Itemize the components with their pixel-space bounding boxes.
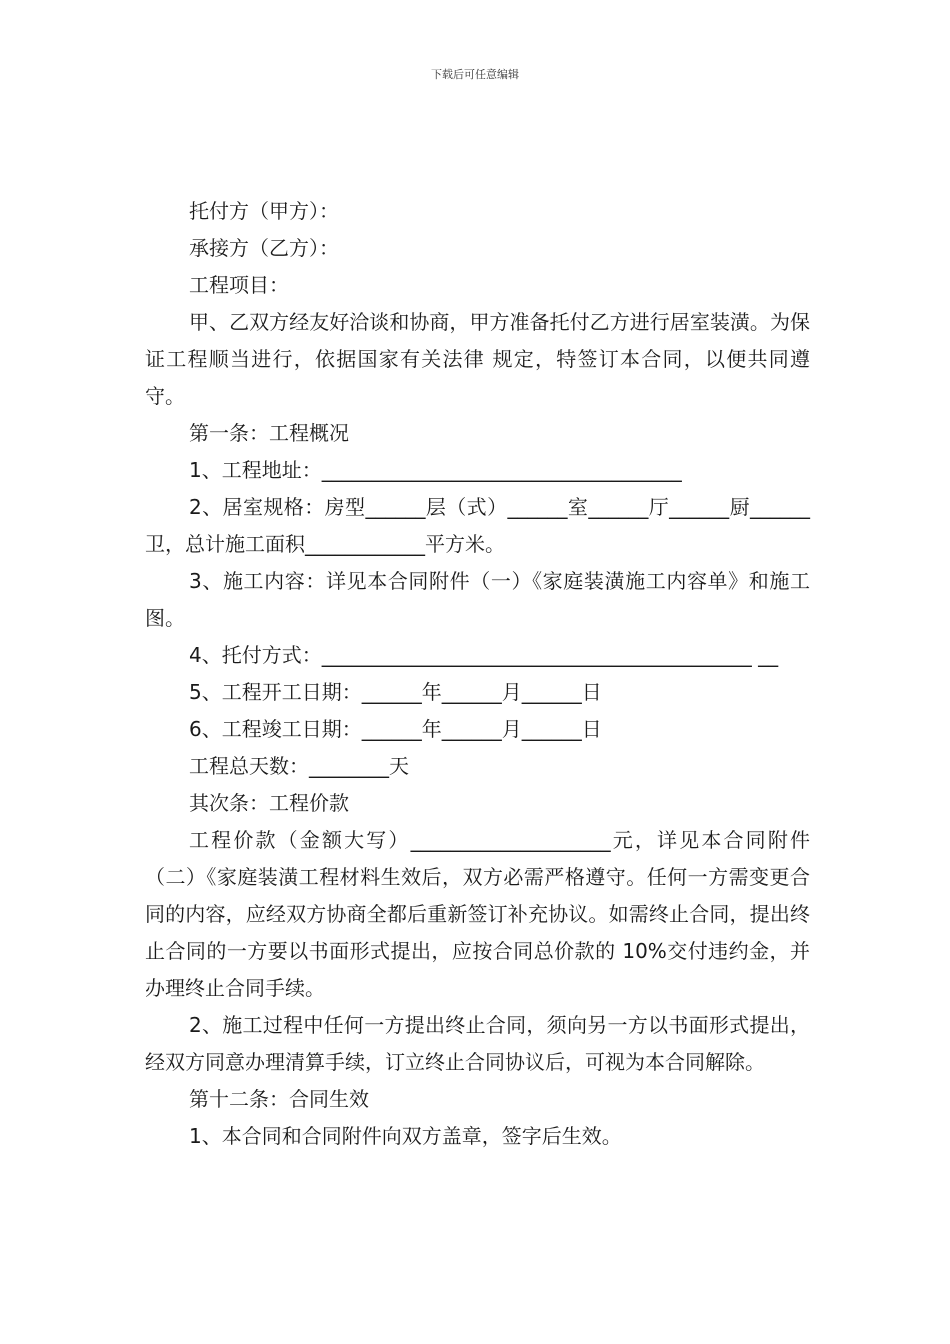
article-2-heading: 其次条：工程价款 <box>189 791 349 815</box>
project-line: 工程项目： <box>189 273 289 297</box>
item-room-spec: 2、居室规格：房型______层（式）______室______厅______厨______卫，总计施工面积____________平方米。 <box>145 495 810 556</box>
item-address: 1、工程地址：____________________________________ <box>189 458 682 482</box>
party-b-line: 承接方（乙方）： <box>189 236 339 260</box>
termination-paragraph: 2、施工过程中任何一方提出终止合同，须向另一方以书面形式提出，经双方同意办理清算手续，订立终止合同协议后，可视为本合同解除。 <box>145 1013 810 1074</box>
article-1-heading: 第一条：工程概况 <box>189 421 349 445</box>
party-a-line: 托付方（甲方）： <box>189 199 339 223</box>
document-body <box>145 193 810 1155</box>
effective-clause: 1、本合同和合同附件向双方盖章，签字后生效。 <box>189 1124 622 1148</box>
page-header: 下载后可任意编辑 <box>431 68 519 81</box>
total-days-line: 工程总天数：________天 <box>189 754 409 778</box>
article-12-heading: 第十二条：合同生效 <box>189 1087 369 1111</box>
price-paragraph: 工程价款（金额大写）____________________元，详见本合同附件（二）《家庭装潢工程材料生效后，双方必需严格遵守。任何一方需变更合同的内容，应经双方协商全都后重新签订补充协议。如需终止合同，提出终止合同的一方要以书面形式提出，应按合同总价款的 10%交付违约金，并办理终止合同手续。 <box>145 828 810 1000</box>
item-commission-method: 4、托付方式：___________________________________________ __ <box>189 643 779 667</box>
item-start-date: 5、工程开工日期：______年______月______日 <box>189 680 602 704</box>
item-end-date: 6、工程竣工日期：______年______月______日 <box>189 717 602 741</box>
item-construction-content: 3、施工内容：详见本合同附件（一）《家庭装潢施工内容单》和施工图。 <box>145 569 810 630</box>
preamble-paragraph: 甲、乙双方经友好洽谈和协商，甲方准备托付乙方进行居室装潢。为保证工程顺当进行，依据国家有关法律 规定，特签订本合同，以便共同遵守。 <box>145 310 810 408</box>
